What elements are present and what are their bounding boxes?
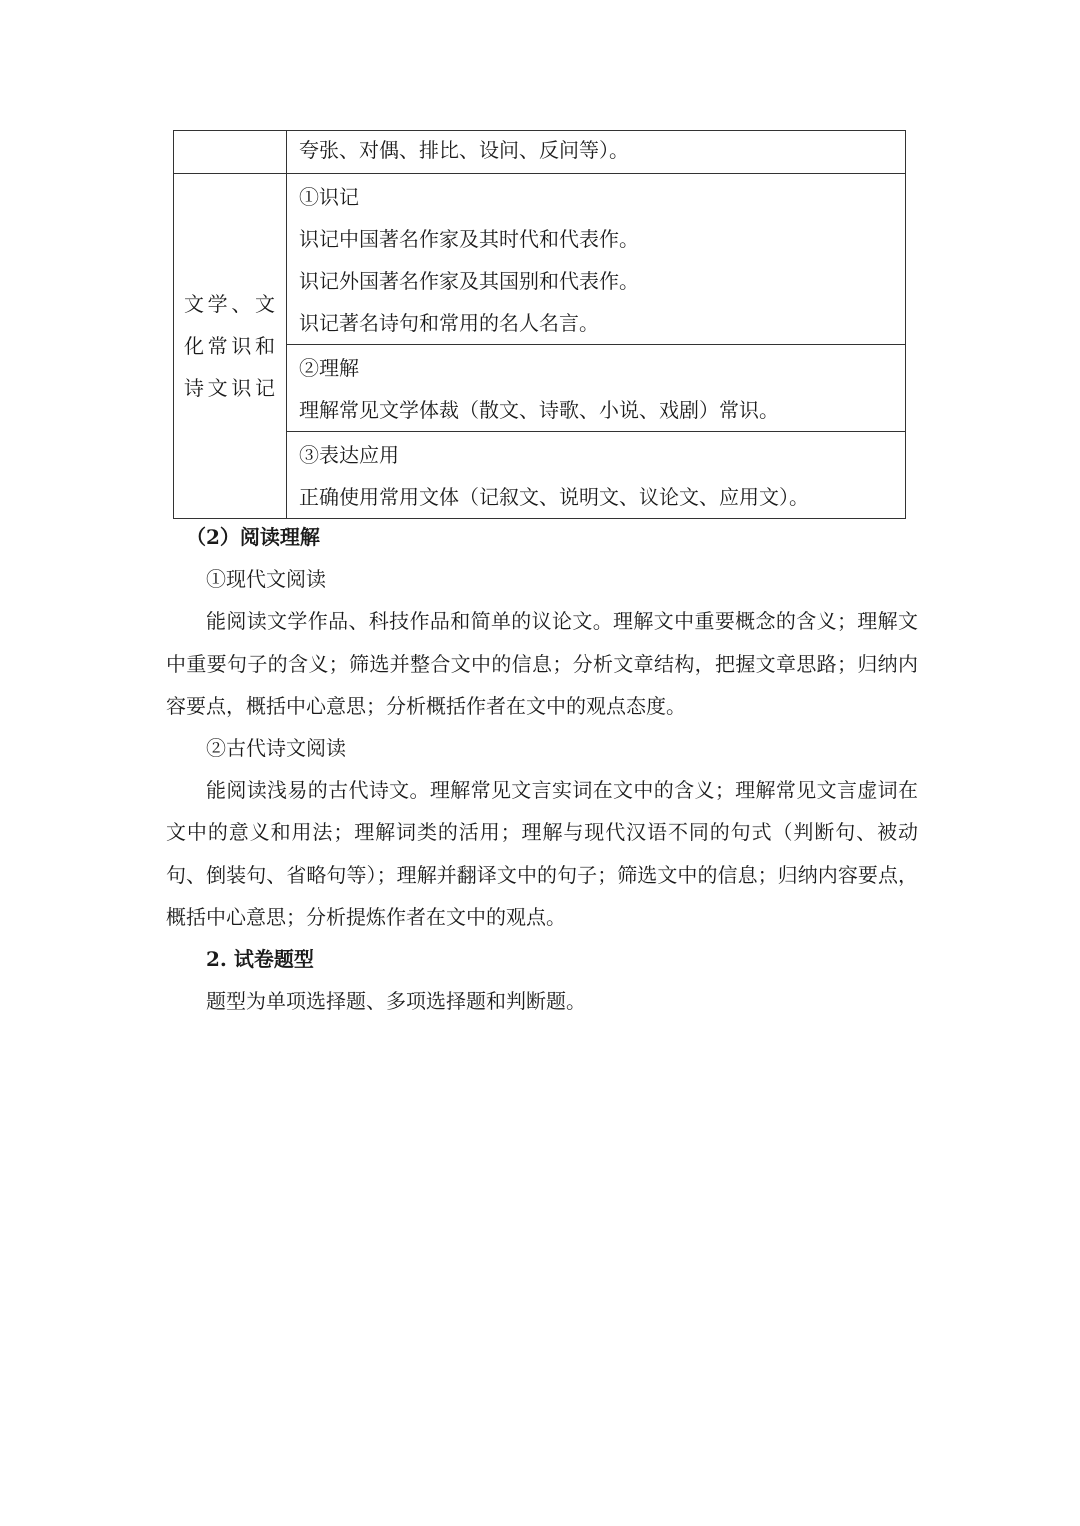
exam-type-text: 题型为单项选择题、多项选择题和判断题。 [206, 989, 586, 1014]
modern-reading-paragraph: 能阅读文学作品、科技作品和简单的议论文。理解文中重要概念的含义；理解文中重要句子的含义；筛选并整合文中的信息；分析文章结构，把握文章思路；归纳内容要点，概括中心意思；分析概括作者在文中的观点态度。 [166, 609, 918, 718]
table-cell-category [174, 174, 287, 519]
table-cell-category [174, 131, 287, 174]
body-text [166, 516, 918, 1022]
table-row [174, 131, 906, 174]
table-cell-content [287, 345, 906, 432]
table-text-line: 识记外国著名作家及其国别和代表作。 [299, 269, 639, 293]
table-text-line: 理解常见文学体裁（散文、诗歌、小说、戏剧）常识。 [299, 398, 779, 422]
ancient-reading-paragraph: 能阅读浅易的古代诗文。理解常见文言实词在文中的含义；理解常见文言虚词在文中的意义和用法；理解词类的活用；理解与现代汉语不同的句式（判断句、被动句、倒装句、省略句等）；理解并翻译文中的句子；筛选文中的信息；归纳内容要点，概括中心意思；分析提炼作者在文中的观点。 [166, 778, 918, 929]
table-row [174, 174, 906, 345]
syllabus-table [173, 130, 906, 519]
table-text-line: 正确使用常用文体（记叙文、说明文、议论文、应用文）。 [299, 485, 809, 509]
table-text-line: 夸张、对偶、排比、设问、反问等）。 [299, 138, 629, 162]
table-text-line: 识记中国著名作家及其时代和代表作。 [299, 227, 639, 251]
reading-heading: （2）阅读理解 [186, 525, 320, 549]
category-label-line: 文学、文 [184, 292, 276, 316]
modern-reading-heading: ①现代文阅读 [206, 567, 326, 592]
section-heading: ②理解 [299, 356, 359, 380]
ancient-reading-heading: ②古代诗文阅读 [206, 736, 346, 761]
category-label-line: 化常识和 [184, 334, 276, 358]
table-cell-content [287, 131, 906, 174]
section-heading: ③表达应用 [299, 443, 399, 467]
category-label-line: 诗文识记 [184, 376, 276, 400]
table-text-line: 识记著名诗句和常用的名人名言。 [299, 311, 599, 335]
section-heading: ①识记 [299, 185, 359, 209]
exam-type-heading: 2. 试卷题型 [206, 947, 314, 972]
table-cell-content [287, 174, 906, 345]
table-cell-content [287, 432, 906, 519]
